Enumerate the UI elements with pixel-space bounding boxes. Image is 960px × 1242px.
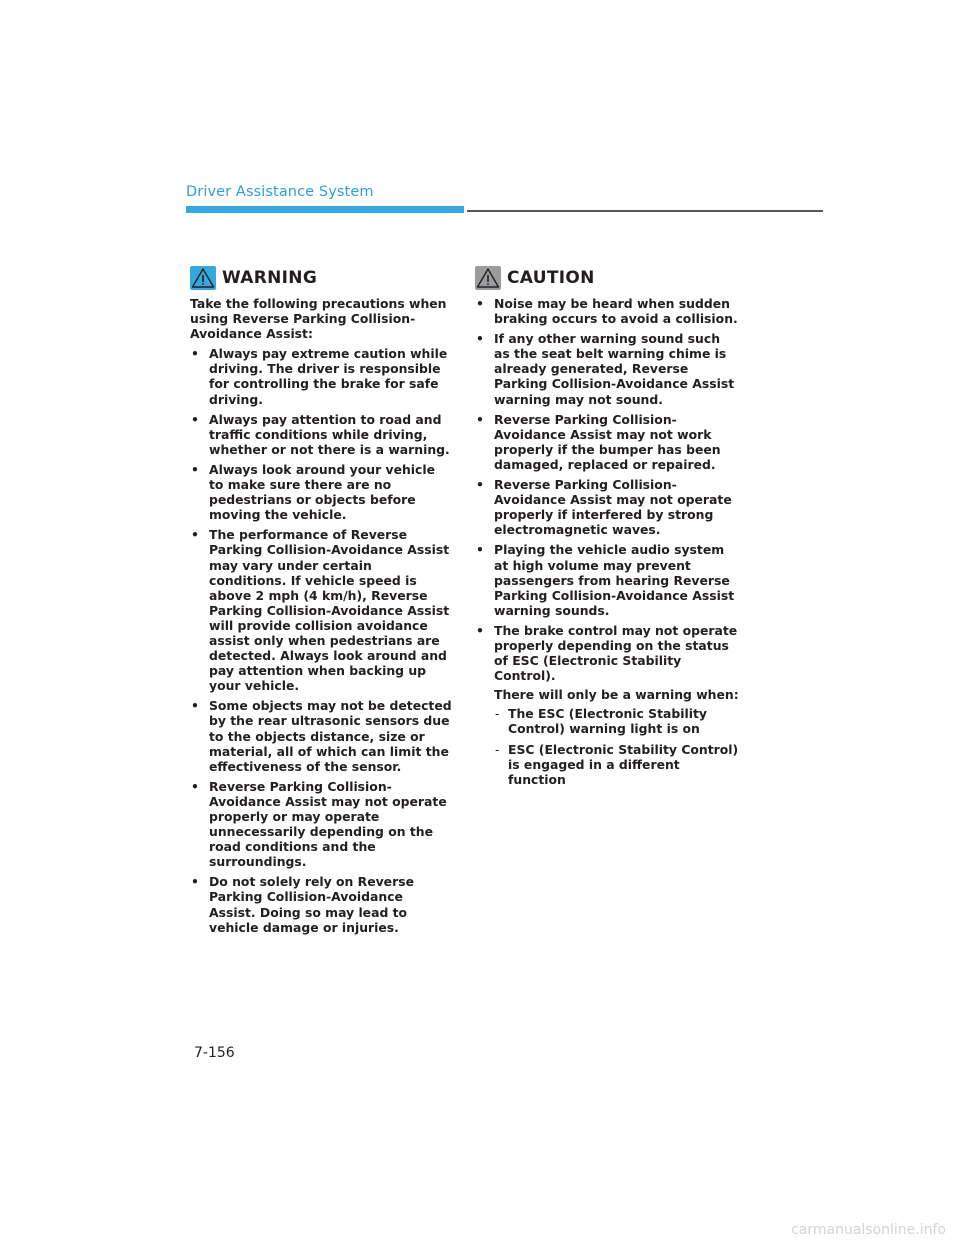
header-accent-bar [186, 206, 464, 213]
list-item [190, 874, 452, 934]
list-item-text: Always look around your vehicle to make sure there are no pedestrians or objects before moving the vehicle. [209, 461, 436, 523]
caution-sub-intro: There will only be a warning when: [494, 687, 739, 703]
list-item-text: The brake control may not operate properly depending on the status of ESC (Electronic Stability Control). [494, 622, 738, 684]
caution-title: CAUTION [507, 268, 595, 288]
caution-box [475, 266, 740, 792]
warning-box [190, 266, 452, 940]
list-item [190, 346, 452, 406]
sub-list-item-text: ESC (Electronic Stability Control) is engaged in a different function [508, 741, 739, 787]
list-item-text: Always pay extreme caution while driving. The driver is responsible for controlling the brake for safe driving. [209, 346, 448, 407]
watermark: carmanualsonline.info [791, 1222, 946, 1238]
dash-icon: - [495, 706, 500, 722]
list-item [475, 331, 740, 406]
list-item [190, 462, 452, 522]
warning-intro: Take the following precautions when using Reverse Parking Collision-Avoidance Assist: [190, 296, 447, 342]
list-item [475, 477, 740, 537]
list-item-text: Always pay attention to road and traffic conditions while driving, whether or not there is a warning. [209, 411, 450, 457]
list-item-text: If any other warning sound such as the seat belt warning chime is already generated, Reverse Parking Collision-Avoidance Assist warning may not sound. [494, 331, 735, 407]
list-item-text: Reverse Parking Collision-Avoidance Assist may not work properly if the bumper has been damaged, replaced or repaired. [494, 411, 721, 472]
warning-triangle-icon [190, 266, 216, 290]
warning-header [190, 266, 452, 290]
list-item-text: Playing the vehicle audio system at high volume may prevent passengers from hearing Reverse Parking Collision-Avoidance Assist warning sounds. [494, 542, 735, 618]
bullet-icon: • [191, 778, 199, 794]
list-item-text: Reverse Parking Collision-Avoidance Assist may not operate properly if interfered by strong electromagnetic waves. [494, 477, 732, 538]
caution-list [475, 296, 740, 787]
dash-icon: - [495, 741, 500, 757]
bullet-icon: • [191, 527, 199, 543]
sub-list-item-text: The ESC (Electronic Stability Control) warning light is on [508, 706, 708, 737]
list-item-text: Reverse Parking Collision-Avoidance Assist may not operate properly or may operate unnecessarily depending on the road conditions and the surroundings. [209, 778, 447, 870]
bullet-icon: • [191, 411, 199, 427]
caution-sub-list [494, 706, 740, 786]
list-item [475, 623, 740, 787]
list-item-text: Some objects may not be detected by the rear ultrasonic sensors due to the objects distance, size or material, all of which can limit the effectiveness of the sensor. [209, 698, 452, 774]
page-number: 7-156 [194, 1045, 235, 1061]
list-item [190, 412, 452, 457]
bullet-icon: • [476, 542, 484, 558]
bullet-icon: • [476, 411, 484, 427]
bullet-icon: • [476, 331, 484, 347]
bullet-icon: • [191, 874, 199, 890]
bullet-icon: • [476, 477, 484, 493]
bullet-icon: • [476, 622, 484, 638]
bullet-icon: • [191, 346, 199, 362]
header-rule [467, 210, 823, 212]
list-item-text: The performance of Reverse Parking Collision-Avoidance Assist may vary under certain conditions. If vehicle speed is above 2 mph (4 km/h), Reverse Parking Collision-Avoidance Assist will provide collision avoidance assist only when pedestrians are detected. Always look around and pay attention when backing up your vehicle. [209, 527, 450, 694]
sub-list-item [494, 742, 740, 787]
list-item [475, 542, 740, 617]
list-item [475, 412, 740, 472]
warning-list [190, 346, 452, 934]
list-item-text: Noise may be heard when sudden braking occurs to avoid a collision. [494, 296, 738, 327]
list-item [190, 698, 452, 773]
warning-triangle-icon [475, 266, 501, 290]
bullet-icon: • [191, 698, 199, 714]
list-item [475, 296, 740, 326]
sub-list-item [494, 706, 740, 736]
list-item [190, 527, 452, 693]
caution-header [475, 266, 740, 290]
list-item-text: Do not solely rely on Reverse Parking Collision-Avoidance Assist. Doing so may lead to vehicle damage or injuries. [209, 874, 414, 935]
bullet-icon: • [191, 461, 199, 477]
section-title: Driver Assistance System [186, 184, 374, 200]
list-item [190, 779, 452, 870]
bullet-icon: • [476, 296, 484, 311]
warning-title: WARNING [222, 268, 318, 288]
